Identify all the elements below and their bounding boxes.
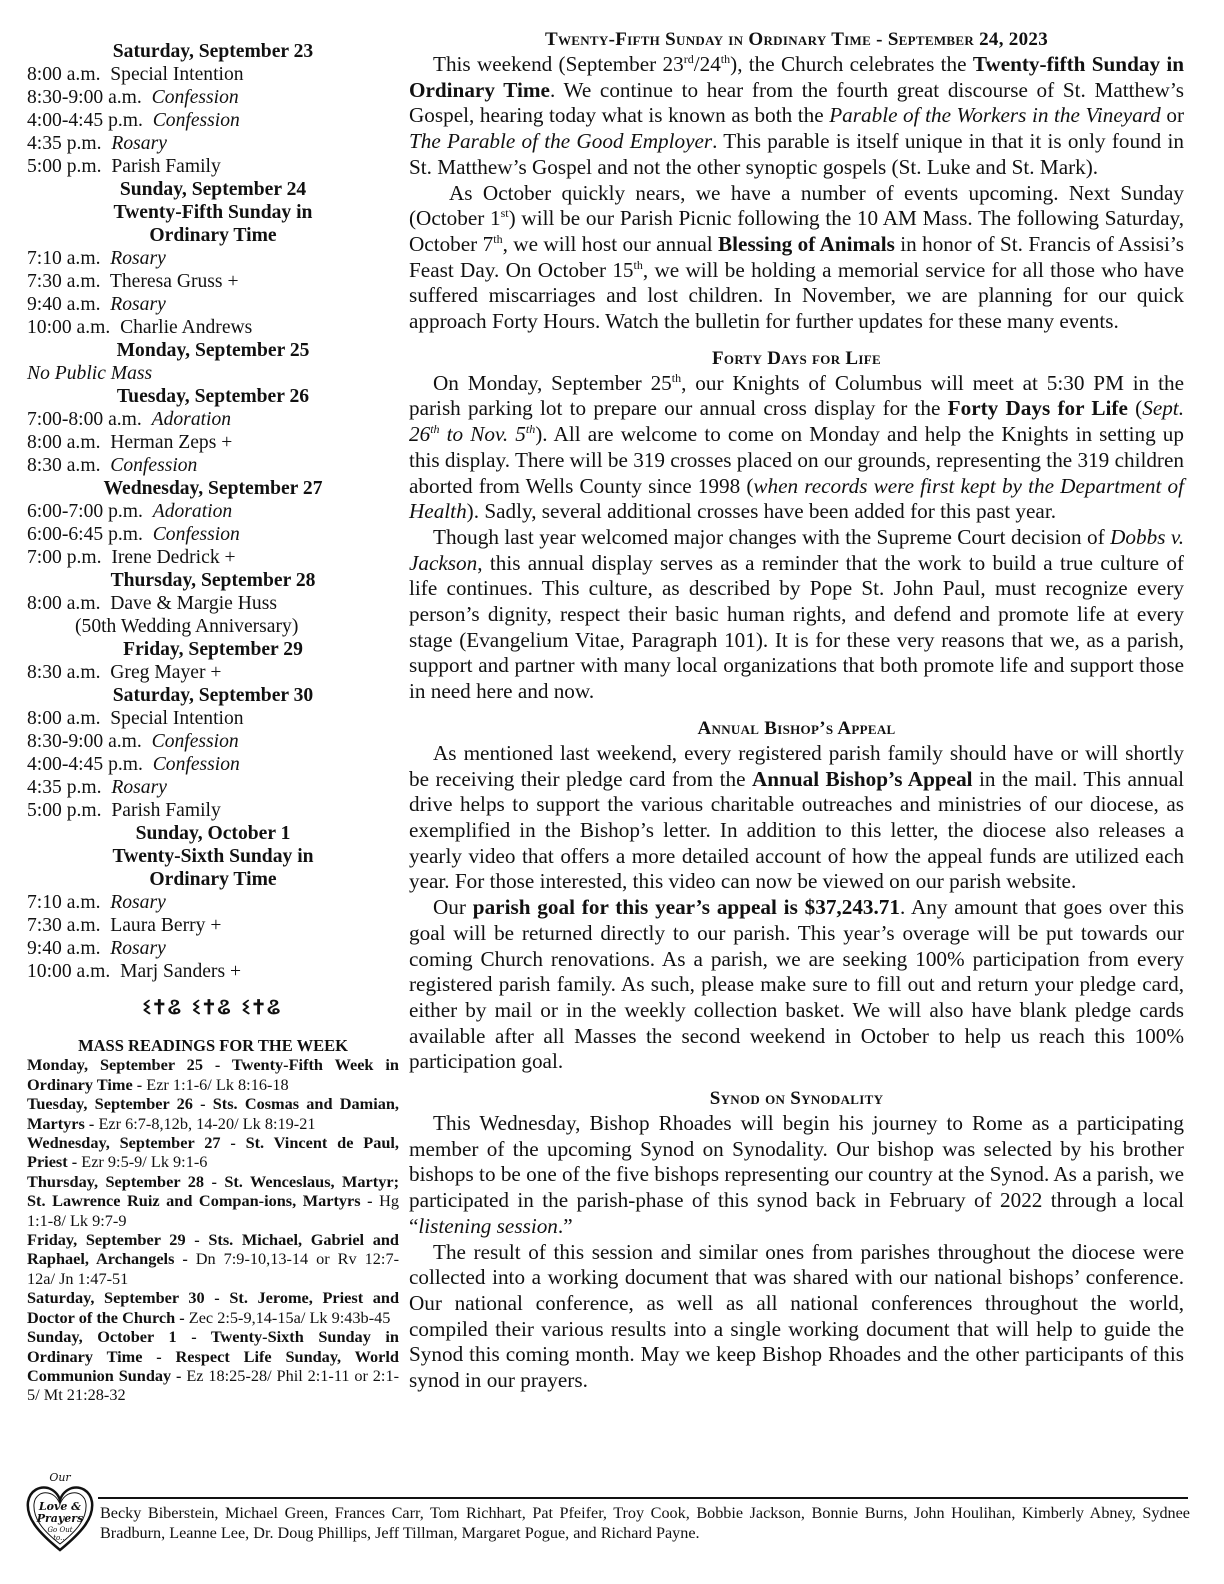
schedule-row bbox=[27, 454, 399, 477]
reading-references: Ezr 1:1-6/ Lk 8:16-18 bbox=[146, 1074, 289, 1094]
reading-day-label: Tuesday, September 26 - Sts. Cosmas and Damian, Martyrs - bbox=[27, 1094, 399, 1133]
schedule-time: 9:40 a.m. bbox=[27, 294, 101, 315]
reading-references: Zec 2:5-9,14-15a/ Lk 9:43b-45 bbox=[188, 1307, 391, 1327]
reading-item bbox=[27, 1094, 399, 1133]
schedule-intention: Dave & Margie Huss bbox=[110, 593, 277, 614]
article-paragraph: Our parish goal for this year’s appeal is $37,243.71. Any amount that goes over this goal will be returned directly to our parish. This year’s overage will be put towards our coming Church renovations. As a parish, we are seeking 100% participation from every registered parish family. As such, please make sure to fill out and return your pledge card, either by mail or in the weekly collection basket. We will also have blank pledge cards available after all Masses the second weekend in October to help us reach this 100% participation goal. bbox=[409, 895, 1184, 1074]
schedule-time: 10:00 a.m. bbox=[27, 961, 111, 982]
schedule-row bbox=[27, 270, 399, 293]
schedule-row bbox=[27, 63, 399, 86]
schedule-day-heading: Twenty-Sixth Sunday in bbox=[112, 846, 314, 867]
schedule-intention: Special Intention bbox=[110, 708, 244, 729]
schedule-row bbox=[27, 592, 399, 615]
schedule-row bbox=[27, 408, 399, 431]
schedule-note: No Public Mass bbox=[27, 363, 153, 384]
schedule-intention: Confession bbox=[110, 455, 198, 476]
schedule-intention: Charlie Andrews bbox=[120, 317, 253, 338]
schedule-time: 7:10 a.m. bbox=[27, 248, 101, 269]
cross-flourish-icon: ଽ✝ଌ ଽ✝ଌ ଽ✝ଌ bbox=[142, 994, 284, 1019]
article-paragraph: This weekend (September 23rd/24th), the Church celebrates the Twenty-fifth Sunday in Ordinary Time. We continue to hear from the fourth great discourse of St. Matthew’s Gospel, hearing today what is known as both the Parable of the Workers in the Vineyard or The Parable of the Good Employer. This parable is itself unique in that it is only found in St. Matthew’s Gospel and not the other synoptic gospels (St. Luke and St. Mark). bbox=[409, 51, 1185, 179]
schedule-row bbox=[27, 891, 399, 914]
article-heading: Synod on Synodality bbox=[709, 1088, 884, 1110]
schedule-row bbox=[27, 661, 399, 684]
schedule-time: 7:10 a.m. bbox=[27, 892, 101, 913]
article-paragraph: This Wednesday, Bishop Rhoades will begin his journey to Rome as a participating member of the upcoming Synod on Synodality. Our bishop was selected by his brother bishops to be one of the five bishops representing our country at the Synod. As a parish, we participated in the parish-phase of this synod back in February of 2022 through a local “listening session.” bbox=[409, 1111, 1184, 1238]
footer-divider bbox=[98, 1497, 1188, 1499]
schedule-intention: Confession bbox=[151, 87, 239, 108]
schedule-time: 5:00 p.m. bbox=[27, 156, 102, 177]
schedule-row bbox=[27, 293, 399, 316]
mass-readings bbox=[27, 1036, 399, 1405]
reading-item bbox=[27, 1288, 399, 1327]
schedule-intention: Rosary bbox=[111, 133, 167, 154]
schedule-row bbox=[27, 109, 399, 132]
schedule-time: 4:35 p.m. bbox=[27, 777, 102, 798]
schedule-intention: Adoration bbox=[152, 501, 233, 522]
reading-references: Dn 7:9-10,13-14 or Rv 12:7-12a/ Jn 1:47-51 bbox=[27, 1249, 400, 1288]
schedule-row bbox=[27, 316, 399, 339]
schedule-time: 8:30-9:00 a.m. bbox=[27, 731, 142, 752]
forty-days-article bbox=[409, 347, 1184, 705]
schedule-intention: Rosary bbox=[110, 892, 166, 913]
schedule-intention: Marj Sanders + bbox=[120, 961, 242, 982]
reading-references: Hg 1:1-8/ Lk 9:7-9 bbox=[27, 1191, 399, 1230]
schedule-intention: Parish Family bbox=[111, 156, 221, 177]
schedule-row bbox=[27, 247, 399, 270]
schedule-time: 6:00-7:00 p.m. bbox=[27, 501, 143, 522]
readings-title: MASS READINGS FOR THE WEEK bbox=[78, 1036, 348, 1055]
schedule-day-heading: Wednesday, September 27 bbox=[103, 478, 323, 499]
schedule-intention: Parish Family bbox=[111, 800, 221, 821]
our-love-and-prayers-heart-logo bbox=[24, 1470, 96, 1554]
reading-day-label: Sunday, October 1 - Twenty-Sixth Sunday in Ordinary Time - Respect Life Sunday, World Communion Sunday - bbox=[27, 1327, 399, 1385]
heart-icon bbox=[24, 1470, 96, 1554]
schedule-intention: Adoration bbox=[151, 409, 232, 430]
schedule-time: 8:00 a.m. bbox=[27, 64, 101, 85]
article-paragraph: Though last year welcomed major changes with the Supreme Court decision of Dobbs v. Jackson, this annual display serves as a reminder that the work to build a true culture of life continues. This culture, as described by Pope St. John Paul, must recognize every person’s dignity, respect their basic human rights, and defend and promote life at every stage (Evangelium Vitae, Paragraph 101). It is for these very reasons that we, as a parish, support and partner with many local organizations that both promote life and support those in need here and now. bbox=[409, 524, 1184, 704]
schedule-row bbox=[27, 914, 399, 937]
schedule-intention: Rosary bbox=[110, 938, 166, 959]
schedule-day-heading: Monday, September 25 bbox=[116, 340, 310, 361]
svg-text:to...: to... bbox=[53, 1534, 67, 1542]
schedule-intention: Rosary bbox=[110, 294, 166, 315]
schedule-intention: Confession bbox=[152, 110, 240, 131]
schedule-time: 7:30 a.m. bbox=[27, 915, 101, 936]
schedule-time: 7:00 p.m. bbox=[27, 547, 102, 568]
schedule-intention: Rosary bbox=[110, 248, 166, 269]
schedule-intention: Confession bbox=[152, 524, 240, 545]
article-paragraph: The result of this session and similar ones from parishes throughout the diocese were collected into a working document that was shared with our national bishops’ conference. Our national conference, as well as all national conferences throughout the world, compiled their various results into a single working document that will help to guide the Synod this coming month. May we keep Bishop Rhoades and the other participants of this synod in our prayers. bbox=[409, 1239, 1184, 1393]
schedule-day-heading: Thursday, September 28 bbox=[110, 570, 316, 591]
schedule-time: 8:30-9:00 a.m. bbox=[27, 87, 142, 108]
schedule-row bbox=[27, 730, 399, 753]
schedule-day-heading: Ordinary Time bbox=[149, 869, 277, 890]
schedule-row bbox=[27, 753, 399, 776]
schedule-intention: Rosary bbox=[111, 777, 167, 798]
schedule-row bbox=[27, 776, 399, 799]
schedule-intention: Greg Mayer + bbox=[110, 662, 222, 683]
reading-references: Ezr 9:5-9/ Lk 9:1-6 bbox=[81, 1152, 208, 1172]
schedule-day-heading: Tuesday, September 26 bbox=[116, 386, 310, 407]
schedule-row bbox=[27, 523, 399, 546]
reading-day-label: Thursday, September 28 - St. Wenceslaus, Martyr; St. Lawrence Ruiz and Compan-ions, Martyrs - bbox=[27, 1171, 399, 1211]
reading-day-label: Saturday, September 30 - St. Jerome, Priest and Doctor of the Church - bbox=[27, 1288, 399, 1327]
schedule-time: 8:00 a.m. bbox=[27, 708, 101, 729]
articles-column bbox=[409, 28, 1184, 1394]
schedule-time: 5:00 p.m. bbox=[27, 800, 102, 821]
reading-item bbox=[27, 1327, 399, 1405]
schedule-row bbox=[27, 799, 399, 822]
pastor-article bbox=[409, 28, 1184, 335]
schedule-time: 10:00 a.m. bbox=[27, 317, 111, 338]
mass-schedule-column bbox=[27, 40, 399, 1405]
schedule-intention: Special Intention bbox=[110, 64, 244, 85]
schedule-row bbox=[27, 707, 399, 730]
schedule-row bbox=[27, 546, 399, 569]
schedule-row bbox=[27, 86, 399, 109]
schedule-intention: Irene Dedrick + bbox=[111, 547, 236, 568]
article-paragraph: On Monday, September 25th, our Knights of Columbus will meet at 5:30 PM in the parish parking lot to prepare our annual cross display for the Forty Days for Life (Sept. 26th to Nov. 5th). All are welcome to come on Monday and help the Knights in setting up this display. There will be 319 crosses placed on our grounds, representing the 319 children aborted from Wells County since 1998 (when records were first kept by the Department of Health). Sadly, several additional crosses have been added for this past year. bbox=[409, 370, 1185, 524]
svg-text:Prayers: Prayers bbox=[36, 1512, 84, 1525]
mass-schedule bbox=[27, 40, 399, 983]
schedule-row bbox=[27, 937, 399, 960]
schedule-time: 6:00-6:45 p.m. bbox=[27, 524, 143, 545]
schedule-annotation: (50th Wedding Anniversary) bbox=[75, 616, 299, 637]
readings-list bbox=[27, 1055, 399, 1404]
schedule-time: 7:30 a.m. bbox=[27, 271, 101, 292]
bishops-appeal-article bbox=[409, 717, 1184, 1075]
svg-text:Our: Our bbox=[49, 1471, 71, 1484]
schedule-day-heading: Ordinary Time bbox=[149, 225, 277, 246]
schedule-intention: Herman Zeps + bbox=[110, 432, 233, 453]
schedule-time: 8:00 a.m. bbox=[27, 432, 101, 453]
reading-references: Ezr 6:7-8,12b, 14-20/ Lk 8:19-21 bbox=[98, 1113, 316, 1133]
schedule-row bbox=[27, 155, 399, 178]
schedule-time: 4:35 p.m. bbox=[27, 133, 102, 154]
reading-item bbox=[27, 1055, 399, 1094]
schedule-day-heading: Twenty-Fifth Sunday in bbox=[113, 202, 313, 223]
schedule-day-heading: Sunday, September 24 bbox=[119, 179, 307, 200]
schedule-intention: Theresa Gruss + bbox=[109, 271, 239, 292]
schedule-day-heading: Sunday, October 1 bbox=[135, 823, 291, 844]
reading-day-label: Monday, September 25 - Twenty-Fifth Week in Ordinary Time - bbox=[27, 1055, 399, 1094]
schedule-row bbox=[27, 960, 399, 983]
reading-item bbox=[27, 1133, 399, 1172]
article-heading: Forty Days for Life bbox=[712, 347, 881, 369]
synod-article bbox=[409, 1087, 1184, 1394]
article-paragraph: As mentioned last weekend, every registered parish family should have or will shortly be receiving their pledge card from the Annual Bishop’s Appeal in the mail. This annual drive helps to support the various charitable outreaches and ministries of our diocese, as exemplified in the Bishop’s letter. In addition to this letter, the diocese also releases a yearly video that offers a more detailed account of how the appeal funds are utilized each year. For those interested, this video can now be viewed on our parish website. bbox=[409, 740, 1184, 894]
reading-references: Ez 18:25-28/ Phil 2:1-11 or 2:1-5/ Mt 21:28-32 bbox=[27, 1365, 400, 1405]
schedule-time: 8:30 a.m. bbox=[27, 662, 101, 683]
reading-day-label: Friday, September 29 - Sts. Michael, Gabriel and Raphael, Archangels - bbox=[27, 1230, 399, 1269]
schedule-time: 4:00-4:45 p.m. bbox=[27, 754, 143, 775]
schedule-intention: Laura Berry + bbox=[110, 915, 222, 936]
reading-item bbox=[27, 1230, 399, 1288]
article-heading: Twenty-Fifth Sunday in Ordinary Time - September 24, 2023 bbox=[544, 29, 1048, 50]
schedule-row bbox=[27, 500, 399, 523]
svg-text:Love &: Love & bbox=[38, 1500, 82, 1513]
schedule-time: 9:40 a.m. bbox=[27, 938, 101, 959]
schedule-day-heading: Saturday, September 23 bbox=[112, 41, 314, 62]
schedule-time: 8:30 a.m. bbox=[27, 455, 101, 476]
article-paragraph: As October quickly nears, we have a number of events upcoming. Next Sunday (October 1st) will be our Parish Picnic following the 10 AM Mass. The following Saturday, October 7th, we will host our annual Blessing of Animals in honor of St. Francis of Assisi’s Feast Day. On October 15th, we will be holding a memorial service for all those who have suffered miscarriages and lost children. In November, we are planning for our quick approach Forty Hours. Watch the bulletin for further updates for these many events. bbox=[409, 180, 1184, 334]
schedule-day-heading: Friday, September 29 bbox=[123, 639, 303, 660]
schedule-time: 4:00-4:45 p.m. bbox=[27, 110, 143, 131]
schedule-row bbox=[27, 431, 399, 454]
schedule-day-heading: Saturday, September 30 bbox=[112, 685, 314, 706]
schedule-intention: Confession bbox=[151, 731, 239, 752]
schedule-time: 7:00-8:00 a.m. bbox=[27, 409, 142, 430]
prayer-list: Becky Biberstein, Michael Green, Frances Carr, Tom Richhart, Pat Pfeifer, Troy Cook, Bobbie Jackson, Bonnie Burns, John Houlihan, Kimberly Abney, Sydnee Bradburn, Leanne Lee, Dr. Doug Phillips, Jeff Tillman, Margaret Pogue, and Richard Payne. bbox=[100, 1504, 1190, 1542]
svg-text:Go Out: Go Out bbox=[47, 1526, 73, 1534]
reading-day-label: Wednesday, September 27 - St. Vincent de Paul, Priest - bbox=[27, 1133, 399, 1172]
schedule-time: 8:00 a.m. bbox=[27, 593, 101, 614]
article-heading: Annual Bishop’s Appeal bbox=[697, 717, 896, 739]
schedule-intention: Confession bbox=[152, 754, 240, 775]
reading-item bbox=[27, 1172, 399, 1230]
schedule-row bbox=[27, 132, 399, 155]
